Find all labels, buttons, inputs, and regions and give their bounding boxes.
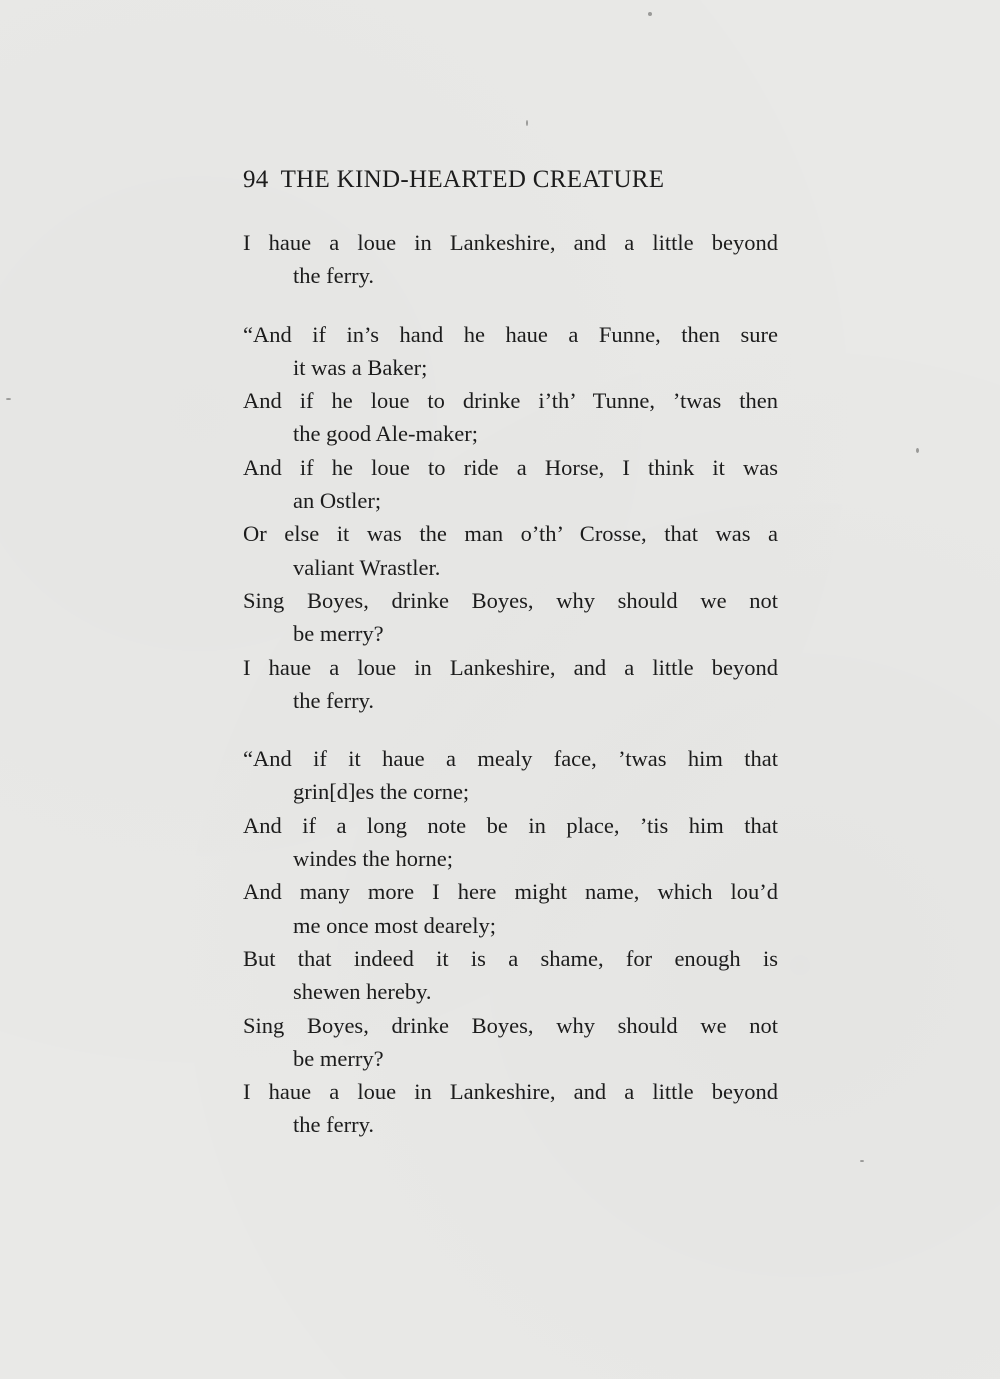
paper-speck: [860, 1160, 864, 1162]
stanza: [243, 318, 778, 718]
verse-line-turnover: the ferry.: [293, 687, 374, 713]
verse-line: And if a long note be in place, ’tis him that: [243, 812, 778, 838]
paper-speck: [6, 398, 11, 400]
verse-line: I haue a loue in Lankeshire, and a little beyond: [243, 1079, 778, 1105]
verse-line-turnover: the ferry.: [293, 1112, 374, 1138]
verse-line-turnover: valiant Wrastler.: [293, 554, 441, 580]
paper-speck: [916, 448, 919, 453]
poem-text: [243, 226, 778, 1142]
verse-line-turnover: be merry?: [293, 1045, 384, 1071]
verse-line: I haue a loue in Lankeshire, and a little beyond: [243, 230, 778, 255]
verse-line-turnover: grin[d]es the corne;: [293, 779, 470, 805]
verse-line-turnover: windes the horne;: [293, 846, 453, 872]
stanza-break: [243, 717, 778, 742]
verse-line-turnover: it was a Baker;: [293, 354, 428, 380]
verse-line-turnover: me once most dearely;: [293, 912, 497, 938]
verse-line: And if he loue to ride a Horse, I think it was: [243, 454, 778, 480]
verse-line-turnover: an Ostler;: [293, 488, 382, 514]
verse-line: Sing Boyes, drinke Boyes, why should we not: [243, 1012, 778, 1038]
verse-line-turnover: the ferry.: [293, 263, 374, 289]
verse-line: “And if it haue a mealy face, ’twas him that: [243, 746, 778, 772]
verse-line-turnover: shewen hereby.: [293, 979, 432, 1005]
verse-line: Sing Boyes, drinke Boyes, why should we not: [243, 587, 778, 613]
running-head: [243, 166, 783, 194]
verse-line: And many more I here might name, which lou’d: [243, 879, 778, 905]
stanza-break: [243, 293, 778, 318]
page-number: 94: [243, 166, 269, 193]
verse-line: And if he loue to drinke i’th’ Tunne, ’twas then: [243, 388, 778, 414]
stanza: [243, 226, 778, 293]
stanza: [243, 742, 778, 1142]
running-title: THE KIND-HEARTED CREATURE: [280, 166, 665, 193]
verse-line: I haue a loue in Lankeshire, and a little beyond: [243, 654, 778, 680]
verse-line-turnover: the good Ale-maker;: [293, 421, 478, 447]
verse-line: Or else it was the man o’th’ Crosse, that was a: [243, 521, 778, 547]
verse-line: But that indeed it is a shame, for enough is: [243, 945, 778, 971]
verse-line: “And if in’s hand he haue a Funne, then sure: [243, 321, 778, 347]
paper-speck: [526, 120, 528, 126]
verse-line-turnover: be merry?: [293, 621, 384, 647]
paper-speck: [648, 12, 652, 16]
